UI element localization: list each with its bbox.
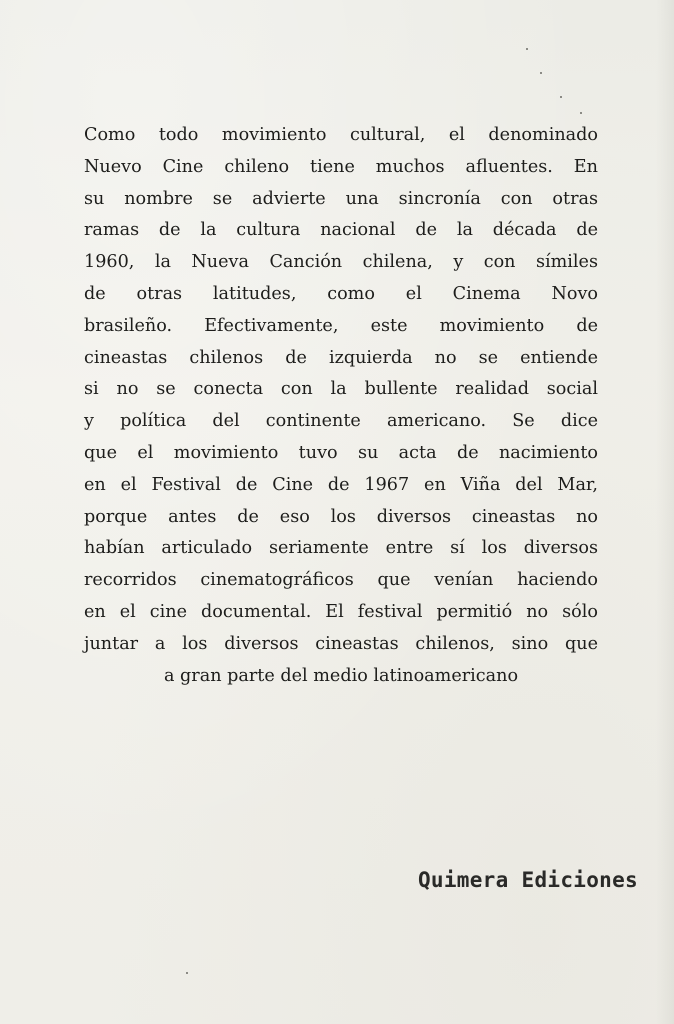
paper-speck [580,112,582,114]
blurb-line: que el movimiento tuvo su acta de nacimiento [84,442,598,463]
blurb-line: habían articulado seriamente entre sí los diversos [84,538,598,559]
blurb-line: en el cine documental. El festival permitió no sólo [84,601,598,622]
blurb-line: ramas de la cultura nacional de la década de [84,220,598,241]
blurb-line: 1960, la Nueva Canción chilena, y con símiles [84,252,598,273]
paper-speck [186,972,188,974]
blurb-line: a gran parte del medio latinoamericano [163,665,519,686]
page-edge-shadow [656,0,674,1024]
blurb-line: su nombre se advierte una sincronía con otras [84,188,598,209]
paper-speck [540,72,542,74]
blurb-line: y política del continente americano. Se dice [84,411,598,432]
paper-speck [526,48,528,50]
blurb-line: de otras latitudes, como el Cinema Novo [84,283,598,304]
blurb-line: juntar a los diversos cineastas chilenos, sino que [84,633,598,654]
blurb-line: recorridos cinematográficos que venían haciendo [84,570,598,591]
blurb-line: brasileño. Efectivamente, este movimiento de [84,315,598,336]
paper-speck [560,96,562,98]
blurb-line: cineastas chilenos de izquierda no se entiende [84,347,598,368]
blurb-line: en el Festival de Cine de 1967 en Viña del Mar, [84,474,598,495]
publisher-name: Quimera Ediciones [417,868,638,892]
blurb-line: porque antes de eso los diversos cineastas no [84,506,598,527]
blurb-line: si no se conecta con la bullente realidad social [84,379,598,400]
blurb-line: Nuevo Cine chileno tiene muchos afluentes. En [84,156,598,177]
back-cover-blurb [84,120,598,692]
blurb-line: Como todo movimiento cultural, el denominado [84,125,598,145]
